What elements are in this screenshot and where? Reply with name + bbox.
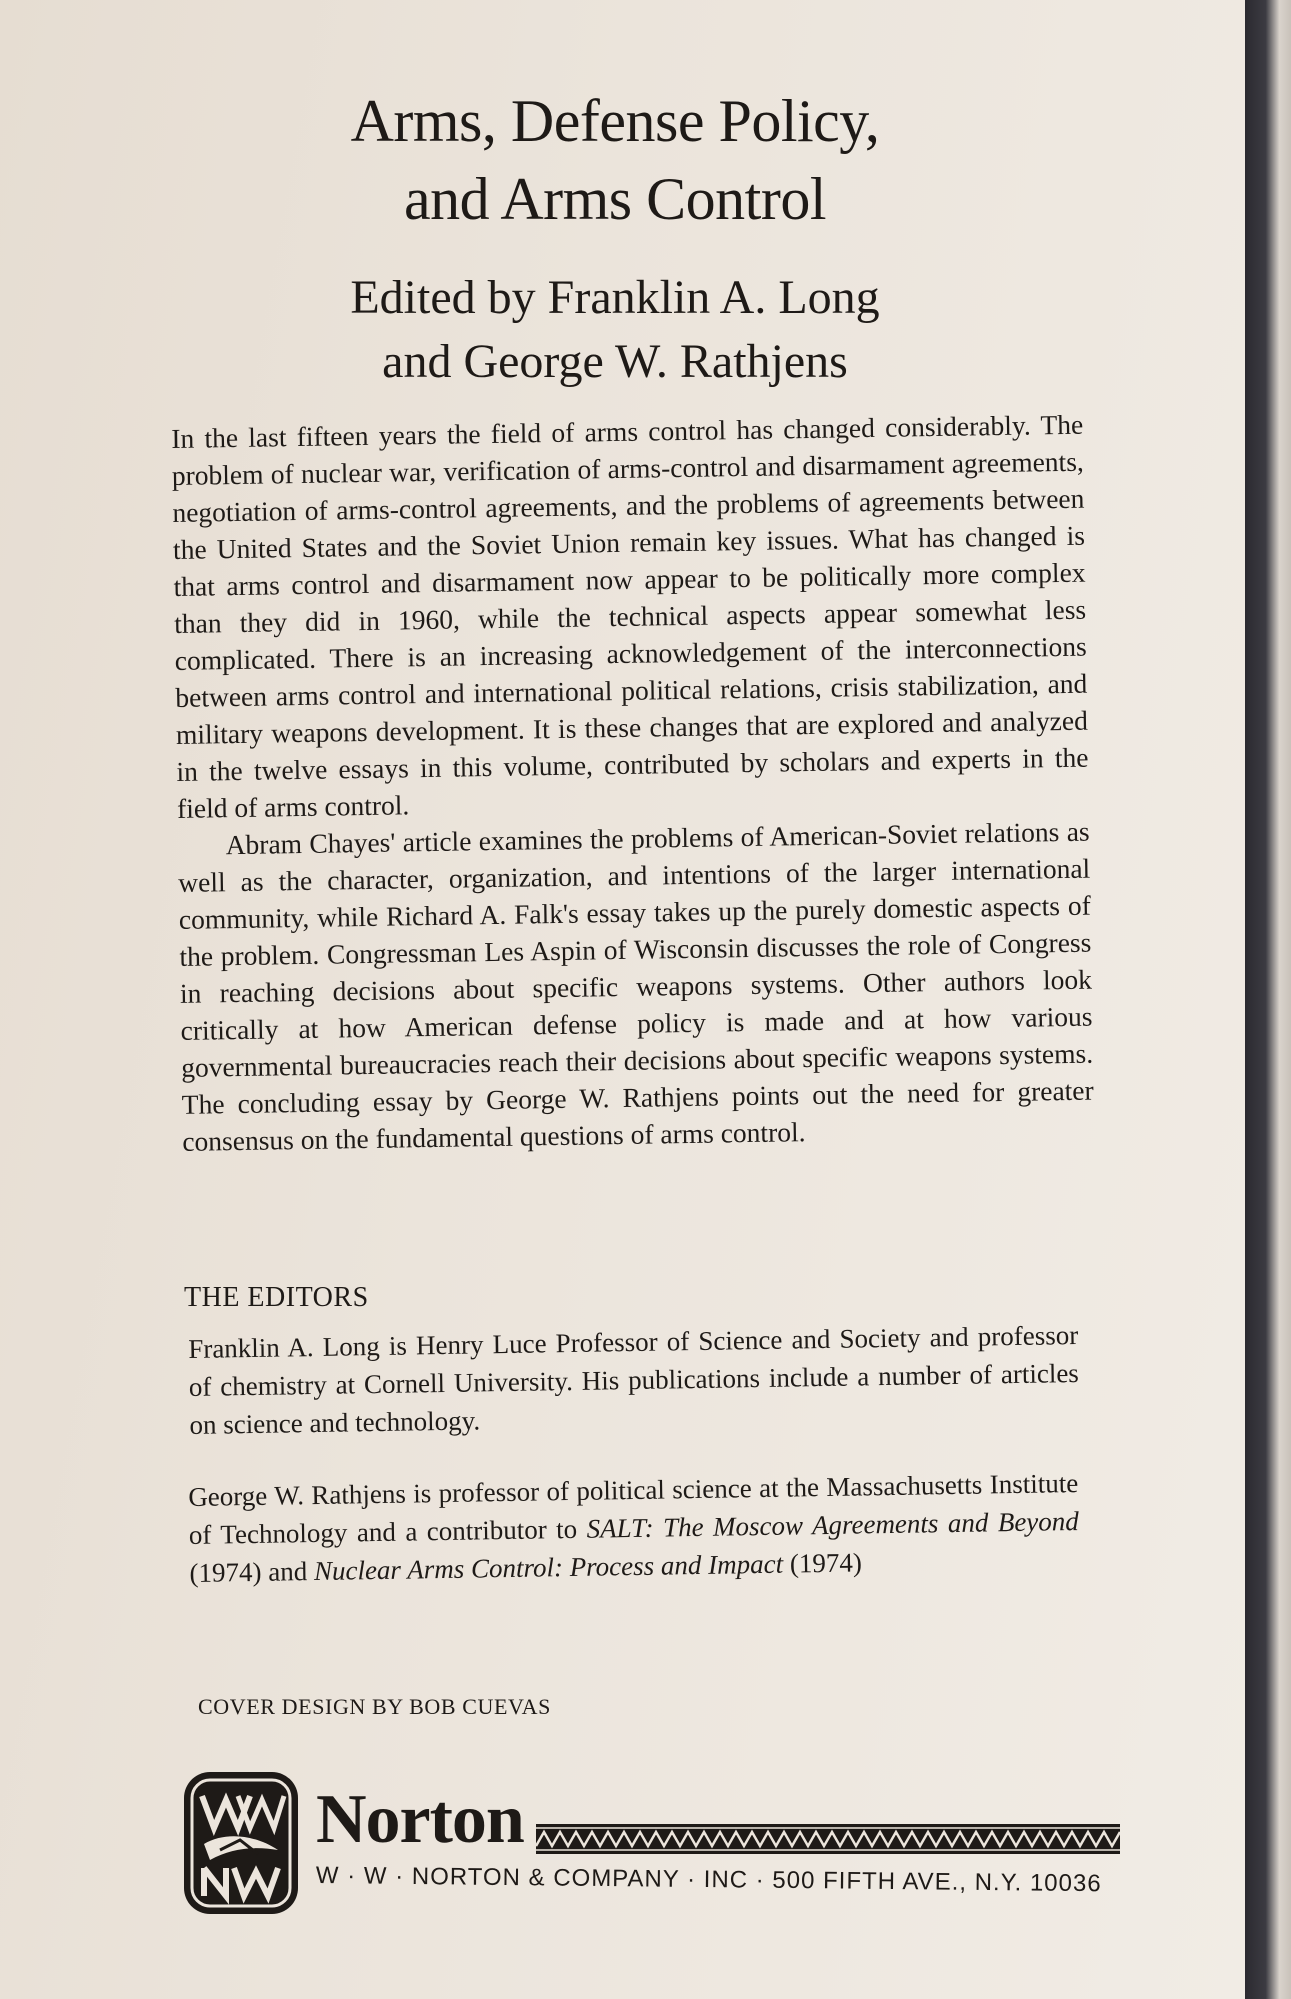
publisher-address: W · W · NORTON & COMPANY · INC · 500 FIFTH AVE., N.Y. 10036: [315, 1862, 1102, 1898]
description-text: [171, 406, 1095, 1160]
publisher-name: Norton: [316, 1781, 524, 1858]
norton-logo-icon: [180, 1768, 302, 1918]
long-bio-text: Franklin A. Long is Henry Luce Professor of Science and Society and professor of chemistry at Cornell University. His publications include a number of articles on science and technology.: [188, 1320, 1080, 1440]
book-title-line1: Arms, Defense Policy,: [350, 88, 880, 154]
rathjens-bio-part2: (1974) and: [189, 1556, 315, 1588]
editors-heading: THE EDITORS: [184, 1282, 369, 1313]
book-title-nuclear-arms-control: Nuclear Arms Control: Process and Impact: [313, 1548, 784, 1587]
book-title-line2: and Arms Control: [404, 166, 826, 232]
rathjens-bio: [188, 1464, 1080, 1592]
book-edge: [1245, 0, 1291, 1999]
description-paragraph-2: Abram Chayes' article examines the problems of American-Soviet relations as well as the character, organization, and intentions of the larger international community, while Richard A. Falk's essay takes up the purely domestic aspects of the problem. Congressman Les Aspin of Wisconsin discusses the role of Congress in reaching decisions about specific weapons systems. Other authors look critically at how American defense policy is made and at how various governmental bureaucracies reach their decisions about specific weapons systems. The concluding essay by George W. Rathjens points out the need for greater consensus on the fundamental questions of arms control.: [178, 815, 1094, 1157]
cover-design-credit: COVER DESIGN BY BOB CUEVAS: [198, 1694, 551, 1719]
editors-byline-line2: and George W. Rathjens: [382, 335, 848, 388]
description-paragraph-1: In the last fifteen years the field of arms control has changed considerably. The problem of nuclear war, verification of arms-control and disarmament agreements, negotiation of arms-control agreements, and the problems of agreements between the United States and the Soviet Union remain key issues. What has changed is that arms control and disarmament now appear to be politically more complex than they did in 1960, while the technical aspects appear somewhat less complicated. There is an increasing acknowledgement of the interconnections between arms control and international political relations, crisis stabilization, and military weapons development. It is these changes that are explored and analyzed in the twelve essays in this volume, contributed by scholars and experts in the field of arms control.: [171, 408, 1089, 824]
zigzag-pattern-icon: [536, 1824, 1120, 1854]
editors-byline: [200, 266, 1030, 394]
book-title: [200, 82, 1030, 238]
rathjens-bio-part3: (1974): [782, 1547, 863, 1579]
rathjens-bio-part1: George W. Rathjens is professor of political science at the Massachusetts Institute of Technology and a contributor to: [188, 1468, 1079, 1550]
rathjens-bio-text: [188, 1464, 1080, 1592]
editors-byline-line1: Edited by Franklin A. Long: [350, 271, 880, 324]
long-bio: [188, 1316, 1080, 1444]
book-title-salt: SALT: The Moscow Agreements and Beyond: [586, 1506, 1080, 1544]
